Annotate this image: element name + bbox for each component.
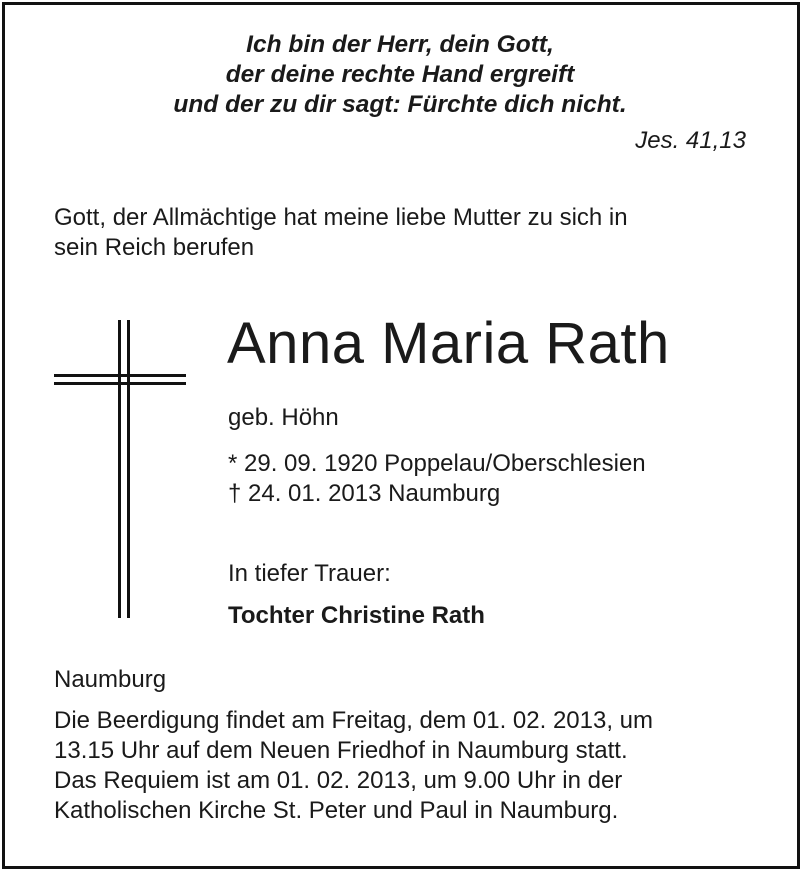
death-date: † 24. 01. 2013 Naumburg (228, 480, 501, 507)
funeral-line-2: 13.15 Uhr auf dem Neuen Friedhof in Naumburg statt. (54, 737, 628, 764)
funeral-line-4: Katholischen Kirche St. Peter und Paul in Naumburg. (54, 797, 619, 824)
funeral-line-1: Die Beerdigung findet am Freitag, dem 01. 02. 2013, um (54, 707, 654, 734)
bible-verse (0, 30, 800, 120)
verse-line-3: und der zu dir sagt: Fürchte dich nicht. (173, 91, 627, 118)
verse-line-2: der deine rechte Hand ergreift (225, 61, 575, 88)
birth-date: * 29. 09. 1920 Poppelau/Oberschlesien (228, 450, 646, 477)
deceased-name: Anna Maria Rath (227, 311, 670, 376)
funeral-line-3: Das Requiem ist am 01. 02. 2013, um 9.00 Uhr in der (54, 767, 623, 794)
birth-name: geb. Höhn (228, 404, 339, 431)
verse-reference: Jes. 41,13 (635, 127, 746, 154)
intro-line-2: sein Reich berufen (54, 234, 255, 261)
mourning-label: In tiefer Trauer: (228, 560, 391, 587)
verse-line-1: Ich bin der Herr, dein Gott, (246, 31, 554, 58)
mourner-names: Tochter Christine Rath (228, 602, 485, 629)
intro-text (54, 203, 754, 263)
cross-icon (52, 318, 188, 622)
intro-line-1: Gott, der Allmächtige hat meine liebe Mutter zu sich in (54, 204, 628, 231)
place-name: Naumburg (54, 666, 167, 693)
funeral-details (54, 706, 764, 826)
